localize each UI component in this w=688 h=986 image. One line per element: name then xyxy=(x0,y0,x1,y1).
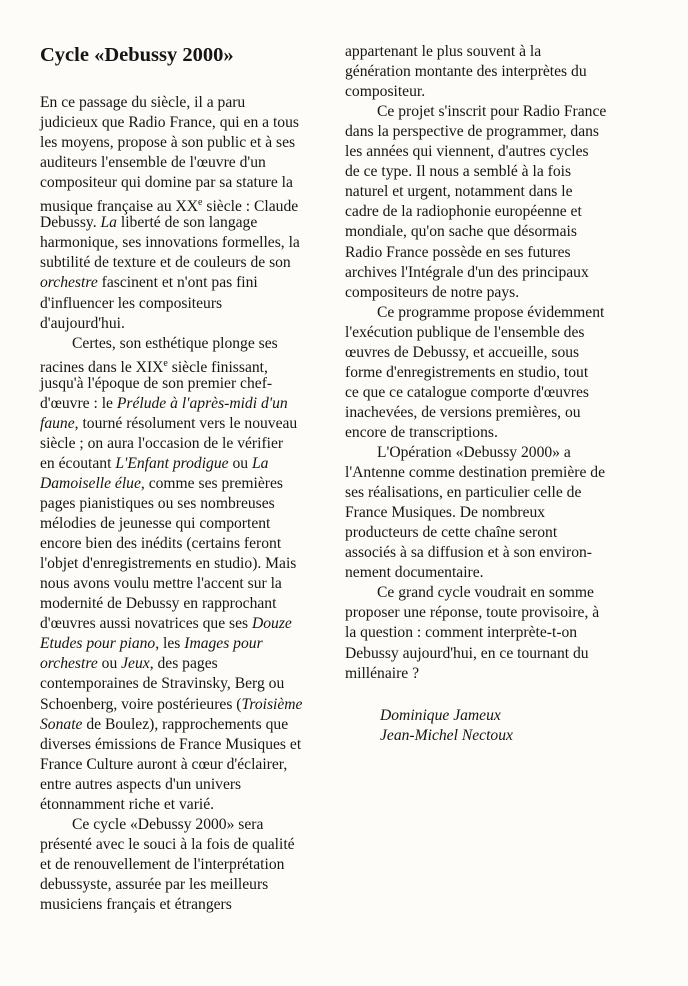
text-line: Debussy aujourd'hui, en ce tournant du xyxy=(345,644,589,662)
signature-author-1: Dominique Jameux xyxy=(380,707,501,724)
text-line: ce que ce catalogue comporte d'œuvres xyxy=(345,383,589,401)
text-line: œuvres de Debussy, et accueille, sous xyxy=(345,343,580,361)
text-line: France Culture auront à cœur d'éclairer, xyxy=(40,755,288,773)
text-line: France Musiques. De nombreux xyxy=(345,504,546,522)
text-line: entre autres aspects d'un univers xyxy=(40,775,242,793)
text-line: mélodies de jeunesse qui comportent xyxy=(40,515,271,533)
text-line: Radio France possède en ses futures xyxy=(345,243,571,261)
text-line: modernité de Debussy en rapprochant xyxy=(40,595,277,613)
text-line: jusqu'à l'époque de son premier chef- xyxy=(40,374,273,392)
text-line: Schoenberg, voire postérieures (Troisième xyxy=(40,695,303,713)
text-line: En ce passage du siècle, il a paru xyxy=(40,94,246,111)
text-line: en écoutant L'Enfant prodigue ou La xyxy=(40,454,269,472)
text-line: nement documentaire. xyxy=(345,564,484,582)
text-line: compositeurs de notre pays. xyxy=(345,283,520,301)
signature-author-2: Jean-Michel Nectoux xyxy=(380,727,513,744)
text-line: siècle ; on aura l'occasion de le vérifier xyxy=(40,434,284,452)
text-line: Ce programme propose évidemment xyxy=(377,303,605,321)
text-line: archives l'Intégrale d'un des principaux xyxy=(345,263,589,281)
text-line: harmonique, ses innovations formelles, la xyxy=(40,234,300,252)
text-line: appartenant le plus souvent à la xyxy=(345,43,542,60)
text-line: judicieux que Radio France, qui en a tous xyxy=(40,114,299,132)
text-line: l'objet d'enregistrements en studio). Mais xyxy=(40,555,297,573)
text-line: la question : comment interprète-t-on xyxy=(345,624,578,642)
text-line: étonnamment riche et varié. xyxy=(40,795,215,813)
text-line: Ce cycle «Debussy 2000» sera xyxy=(72,815,264,833)
text-line: naturel et urgent, notamment dans le xyxy=(345,183,573,201)
text-line: cadre de la radiophonie européenne et xyxy=(345,203,582,221)
text-line: millénaire ? xyxy=(345,664,420,682)
text-line: mondiale, qu'on sache que désormais xyxy=(345,223,577,241)
text-line: présenté avec le souci à la fois de qualité xyxy=(40,835,295,853)
text-line: L'Opération «Debussy 2000» a xyxy=(377,444,571,461)
text-line: nous avons voulu mettre l'accent sur la xyxy=(40,575,282,593)
text-line: génération montante des interprètes du xyxy=(345,63,587,81)
text-line: Certes, son esthétique plonge ses xyxy=(72,334,278,352)
text-line: d'influencer les compositeurs xyxy=(40,294,223,312)
text-line: faune, tourné résolument vers le nouveau xyxy=(40,414,298,432)
text-line: racines dans le XIXe siècle finissant, xyxy=(40,357,268,376)
text-line: pages pianistiques ou ses nombreuses xyxy=(40,495,275,512)
text-line: Ce grand cycle voudrait en somme xyxy=(377,584,594,602)
text-line: proposer une réponse, toute provisoire, à xyxy=(345,604,600,622)
text-line: encore bien des inédits (certains feront xyxy=(40,535,282,553)
text-line: Damoiselle élue, comme ses premières xyxy=(40,474,283,492)
text-line: contemporaines de Stravinsky, Berg ou xyxy=(40,675,285,693)
text-line: et de renouvellement de l'interprétation xyxy=(40,855,285,873)
text-line: Ce projet s'inscrit pour Radio France xyxy=(377,103,607,121)
text-line: subtilité de texture et de couleurs de son xyxy=(40,254,291,272)
page-title: Cycle «Debussy 2000» xyxy=(40,44,234,66)
text-line: Etudes pour piano, les Images pour xyxy=(40,635,263,653)
text-line: orchestre fascinent et n'ont pas fini xyxy=(40,274,258,292)
text-line: d'œuvre : le Prélude à l'après-midi d'un xyxy=(40,394,288,412)
text-line: compositeur. xyxy=(345,83,426,101)
text-line: les années qui viennent, d'autres cycles xyxy=(345,143,589,161)
text-line: Debussy. La liberté de son langage xyxy=(40,214,258,232)
text-line: producteurs de cette chaîne seront xyxy=(345,524,558,542)
text-line: auditeurs l'ensemble de l'œuvre d'un xyxy=(40,154,266,172)
text-line: d'œuvres aussi novatrices que ses Douze xyxy=(40,615,292,633)
text-line: forme d'enregistrements en studio, tout xyxy=(345,363,589,381)
text-line: ses réalisations, en particulier celle de xyxy=(345,484,582,502)
text-line: l'exécution publique de l'ensemble des xyxy=(345,323,585,341)
text-line: musique française au XXe siècle : Claude xyxy=(40,197,299,216)
text-line: Sonate de Boulez), rapprochements que xyxy=(40,715,289,733)
text-line: compositeur qui domine par sa stature la xyxy=(40,174,293,192)
text-line: associés à sa diffusion et à son environ- xyxy=(345,544,592,562)
text-line: les moyens, propose à son public et à ses xyxy=(40,134,296,152)
text-line: d'aujourd'hui. xyxy=(40,314,125,332)
text-line: inachevées, de versions premières, ou xyxy=(345,403,581,421)
text-line: orchestre ou Jeux, des pages xyxy=(40,655,218,673)
text-line: encore de transcriptions. xyxy=(345,423,498,441)
text-line: dans la perspective de programmer, dans xyxy=(345,123,599,141)
text-line: diverses émissions de France Musiques et xyxy=(40,735,302,753)
text-line: de ce type. Il nous a semblé à la fois xyxy=(345,163,572,181)
text-line: debussyste, assurée par les meilleurs xyxy=(40,875,269,893)
text-line: musiciens français et étrangers xyxy=(40,896,232,913)
text-line: l'Antenne comme destination première de xyxy=(345,464,606,482)
